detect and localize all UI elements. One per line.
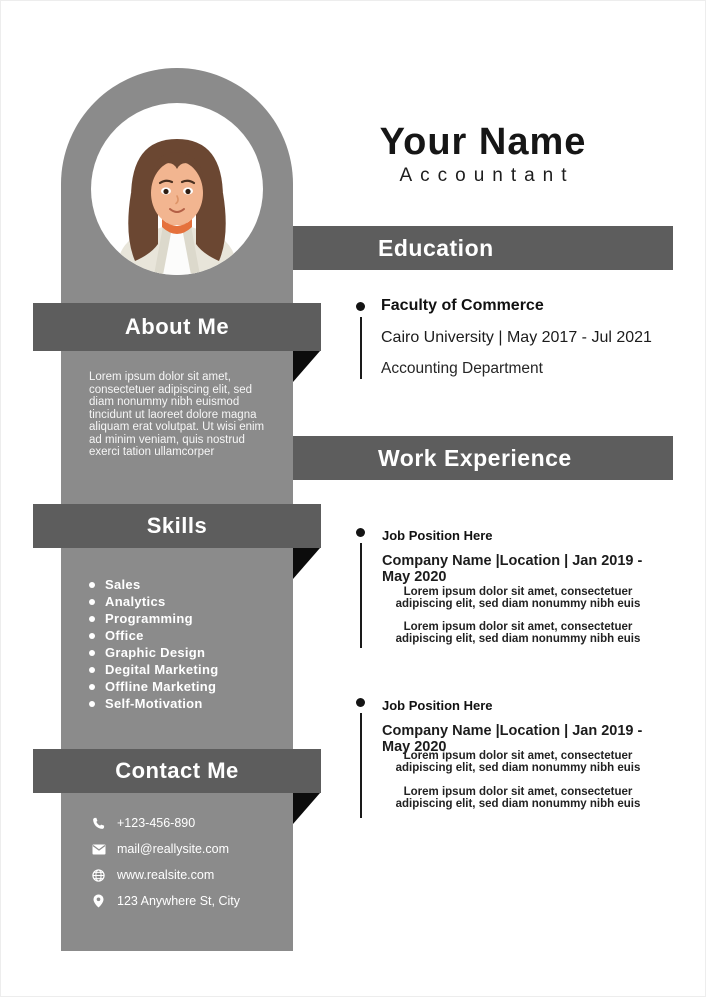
person-job-title: Accountant	[399, 165, 575, 186]
job-description: Lorem ipsum dolor sit amet, consectetuer adipiscing elit, sed diam nonummy nibh euis	[395, 750, 641, 774]
bullet-dot-icon	[89, 582, 95, 588]
bullet-dot-icon	[89, 599, 95, 605]
skill-list-item	[89, 576, 218, 593]
job-description: Lorem ipsum dolor sit amet, consectetuer adipiscing elit, sed diam nonummy nibh euis	[395, 786, 641, 810]
contact-email-text: mail@reallysite.com	[117, 842, 230, 856]
skill-list-item	[89, 610, 218, 627]
skill-list-item	[89, 661, 218, 678]
skill-label: Programming	[105, 611, 193, 626]
section-header-contact-me: Contact Me	[33, 749, 321, 793]
contact-address-text: 123 Anywhere St, City	[117, 894, 240, 908]
section-header-skills: Skills	[33, 504, 321, 548]
contact-email-row	[91, 836, 240, 862]
phone-icon	[91, 817, 106, 830]
job-description: Lorem ipsum dolor sit amet, consectetuer adipiscing elit, sed diam nonummy nibh euis	[395, 586, 641, 610]
contact-address-row	[91, 888, 240, 914]
section-header-education: Education	[293, 226, 673, 270]
timeline-dot-icon	[356, 302, 365, 311]
bullet-dot-icon	[89, 616, 95, 622]
bullet-dot-icon	[89, 701, 95, 707]
ribbon-fold	[293, 351, 320, 382]
about-me-text: Lorem ipsum dolor sit amet, consectetuer adipiscing elit, sed diam nonummy nibh euismod tincidunt ut laoreet dolore magna aliquam erat volutpat. Ut wisi enim ad minim veniam, quis nostrud exerci tation ullamcorper	[89, 371, 265, 458]
skill-list-item	[89, 627, 218, 644]
person-name: Your Name	[379, 121, 587, 163]
skill-label: Offline Marketing	[105, 679, 217, 694]
contact-phone-row	[91, 810, 240, 836]
globe-icon	[91, 869, 106, 882]
education-university-dates: Cairo University | May 2017 - Jul 2021	[381, 329, 652, 346]
bullet-dot-icon	[89, 633, 95, 639]
skill-label: Analytics	[105, 594, 166, 609]
job-position: Job Position Here	[382, 528, 493, 543]
skill-label: Graphic Design	[105, 645, 206, 660]
bullet-dot-icon	[89, 667, 95, 673]
education-degree: Faculty of Commerce	[381, 297, 544, 314]
skill-list-item	[89, 593, 218, 610]
skills-list	[89, 576, 218, 712]
job-company-dates: Company Name |Location | Jan 2019 - May 2020	[382, 723, 643, 755]
skill-label: Self-Motivation	[105, 696, 203, 711]
location-pin-icon	[91, 894, 106, 908]
timeline-dot-icon	[356, 528, 365, 537]
contact-website-row	[91, 862, 240, 888]
skill-label: Degital Marketing	[105, 662, 219, 677]
envelope-icon	[91, 844, 106, 855]
skill-label: Office	[105, 628, 144, 643]
section-header-about-me: About Me	[33, 303, 321, 351]
contact-list	[91, 810, 240, 914]
bullet-dot-icon	[89, 650, 95, 656]
timeline-line	[360, 543, 362, 648]
avatar-illustration-icon	[91, 103, 263, 275]
profile-photo	[91, 103, 263, 275]
job-company-dates: Company Name |Location | Jan 2019 - May 2020	[382, 553, 643, 585]
timeline-line	[360, 317, 362, 379]
contact-website-text: www.realsite.com	[117, 868, 215, 882]
timeline-dot-icon	[356, 698, 365, 707]
ribbon-fold	[293, 793, 320, 824]
contact-phone-text: +123-456-890	[117, 816, 196, 830]
education-department: Accounting Department	[381, 360, 543, 377]
bullet-dot-icon	[89, 684, 95, 690]
skill-list-item	[89, 678, 218, 695]
job-description: Lorem ipsum dolor sit amet, consectetuer adipiscing elit, sed diam nonummy nibh euis	[395, 621, 641, 645]
skill-list-item	[89, 695, 218, 712]
job-position: Job Position Here	[382, 698, 493, 713]
timeline-line	[360, 713, 362, 818]
ribbon-fold	[293, 548, 320, 579]
section-header-work-experience: Work Experience	[293, 436, 673, 480]
skill-label: Sales	[105, 577, 141, 592]
skill-list-item	[89, 644, 218, 661]
